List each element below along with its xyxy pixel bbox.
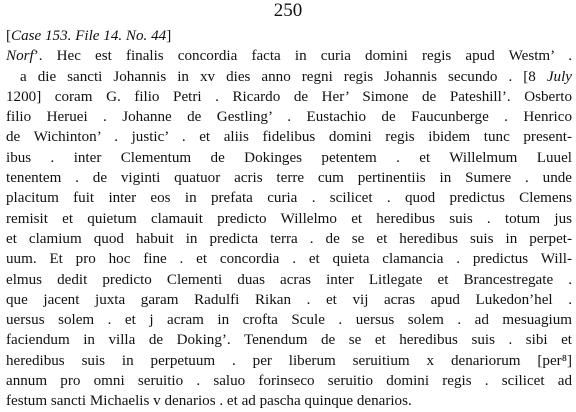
italic-text: File 14. (75, 28, 123, 44)
document-body (6, 26, 572, 412)
case-header-line (6, 26, 572, 46)
text-line: tenentem . de viginti quatuor acris terre cum pertinentiis in Sumere . unde (6, 170, 572, 187)
text-line: uum. Et pro hoc fine . et concordia . et quieta clamancia . predictus Will- (6, 251, 572, 268)
italic-text: Norf (6, 48, 34, 65)
text-line: heredibus suis in perpetuum . per liberum seruitium x denariorum [per⁸] (6, 352, 572, 369)
text-line: annum pro omni seruitio . saluo forinseco seruitio domini regis . scilicet ad (6, 373, 572, 390)
text-line: placitum fuit inter eos in prefata curia . scilicet . quod predictus Clemens (6, 190, 572, 207)
text-line: et clamium quod habuit in predicta terra . de se et heredibus suis in perpet- (6, 230, 572, 247)
text-line: ibus . inter Clementum de Dokinges petentem . et Willelmum Luuel (6, 149, 572, 166)
page-number: 250 (273, 0, 303, 21)
text-span: a die sancti Johannis in xv dies anno regni regis Johannis secundo . [8 (20, 68, 547, 85)
text-line: 1200] coram G. filio Petri . Ricardo de Her’ Simone de Pateshill’. Osberto (6, 88, 572, 105)
text-line: que jacent juxta garam Radulfi Rikan . et vij acras apud Lukedon’hel . (6, 291, 572, 308)
text-line (6, 46, 572, 66)
text-line: faciendum in villa de Doking’. Tenendum de se et heredibus suis . sibi et (6, 332, 572, 349)
text-span: ’. Hec est finalis concordia facta in curia domini regis apud Westm’ . (33, 48, 572, 65)
text-span: [ (6, 28, 12, 44)
text-line: remisit et quietum clamauit predicto Willelmo et heredibus suis . totum jus (6, 210, 572, 227)
text-line: elmus dedit predicto Clementi duas acras inter Litlegate et Brancestregate . (6, 271, 572, 288)
italic-text: July (546, 68, 572, 85)
text-line (6, 67, 572, 87)
text-line: de Wichinton’ . justic’ . et aliis fidelibus domini regis ibidem tunc present- (6, 129, 572, 146)
text-line: filio Heruei . Johanne de Gestling’ . Eustachio de Faucunberge . Henrico (6, 109, 572, 126)
italic-text: Case 153. (11, 28, 72, 44)
italic-text: No. 44 (125, 28, 167, 44)
text-span: ] (166, 28, 172, 44)
text-line: uersus solem . et j acram in crofta Scule . uersus solem . ad mesuagium (6, 312, 572, 329)
text-line: festum sancti Michaelis v denarios . et ad pascha quinque denarios. (6, 393, 412, 410)
